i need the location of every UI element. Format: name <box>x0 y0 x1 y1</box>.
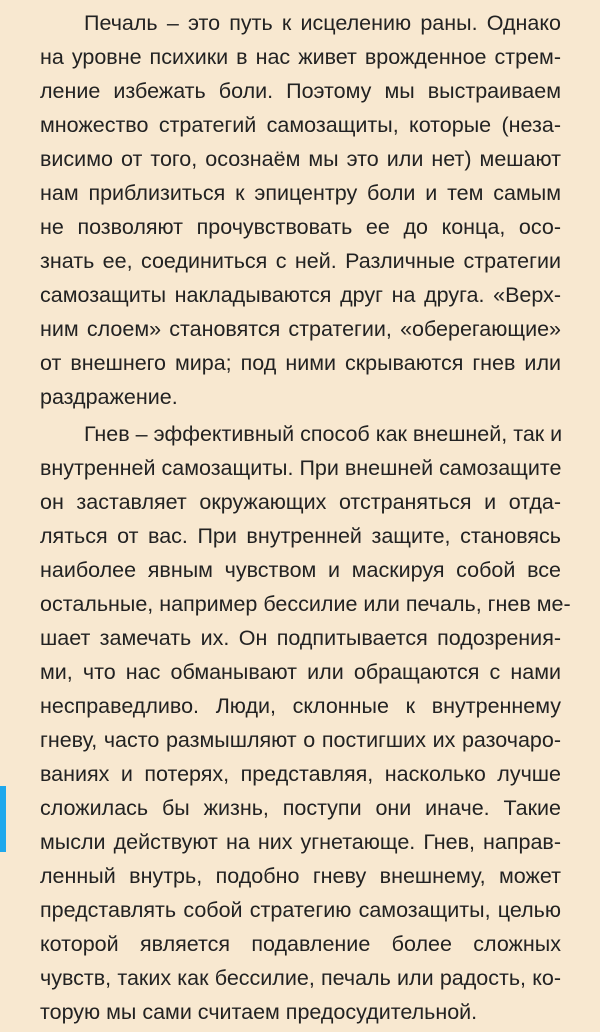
paragraph-2-line-10: гневу, часто размышляют о постигших их разочаро- <box>40 728 561 752</box>
paragraph-2-line-3: он заставляет окружающих отстраняться и отда- <box>40 490 561 514</box>
paragraph-2-line-11: ваниях и потерях, представляя, насколько лучше <box>40 762 561 786</box>
paragraph-2-line-18: торую мы сами считаем предосудительной. <box>40 1000 478 1024</box>
paragraph-2-line-7: шает замечать их. Он подпитывается подозрения- <box>40 626 561 650</box>
paragraph-1-line-4: множество стратегий самозащиты, которые (неза- <box>40 113 561 137</box>
paragraph-1-line-6: нам приблизиться к эпицентру боли и тем самым <box>40 181 561 205</box>
paragraph-1-line-3: ление избежать боли. Поэтому мы выстраиваем <box>40 79 561 103</box>
paragraph-1-line-2: на уровне психики в нас живет врожденное стрем- <box>40 45 561 69</box>
paragraph-2-line-2: внутренней самозащиты. При внешней самозащите <box>40 456 562 480</box>
paragraph-2-line-9: несправедливо. Люди, склонные к внутреннему <box>40 694 561 718</box>
paragraph-2-line-5: наиболее явным чувством и маскируя собой все <box>40 558 561 582</box>
paragraph-2-line-15: представлять собой стратегию самозащиты, целью <box>40 898 561 922</box>
paragraph-1-line-11: от внешнего мира; под ними скрываются гнев или <box>40 351 561 375</box>
paragraph-2-line-14: ленный внутрь, подобно гневу внешнему, может <box>40 864 561 888</box>
paragraph-1-line-7: не позволяют прочувствовать ее до конца, осо- <box>40 215 561 239</box>
paragraph-2-line-8: ми, что нас обманывают или обращаются с нами <box>40 660 561 684</box>
paragraph-2-line-1: Гнев – эффективный способ как внешней, так и <box>84 422 563 446</box>
paragraph-2-line-12: сложилась бы жизнь, поступи они иначе. Такие <box>40 796 561 820</box>
paragraph-1-line-1: Печаль – это путь к исцелению раны. Однако <box>84 11 561 35</box>
paragraph-1-line-5: висимо от того, осознаём мы это или нет) мешают <box>40 147 561 171</box>
paragraph-2-line-4: ляться от вас. При внутренней защите, становясь <box>40 524 561 548</box>
paragraph-2-line-6: остальные, например бессилие или печаль, гнев ме- <box>40 592 571 616</box>
paragraph-1-line-9: самозащиты накладываются друг на друга. «Верх- <box>40 283 561 307</box>
reading-position-marker <box>0 786 6 852</box>
paragraph-1-line-10: ним слоем» становятся стратегии, «оберегающие» <box>40 317 561 341</box>
paragraph-1-line-12: раздражение. <box>40 385 178 409</box>
paragraph-2-line-17: чувств, таких как бессилие, печаль или радость, ко- <box>40 966 561 990</box>
paragraph-1-line-8: знать ее, соединиться с ней. Различные стратегии <box>40 249 561 273</box>
paragraph-2-line-13: мысли действуют на них угнетающе. Гнев, направ- <box>40 830 561 854</box>
paragraph-2-line-16: которой является подавление более сложных <box>40 932 561 956</box>
